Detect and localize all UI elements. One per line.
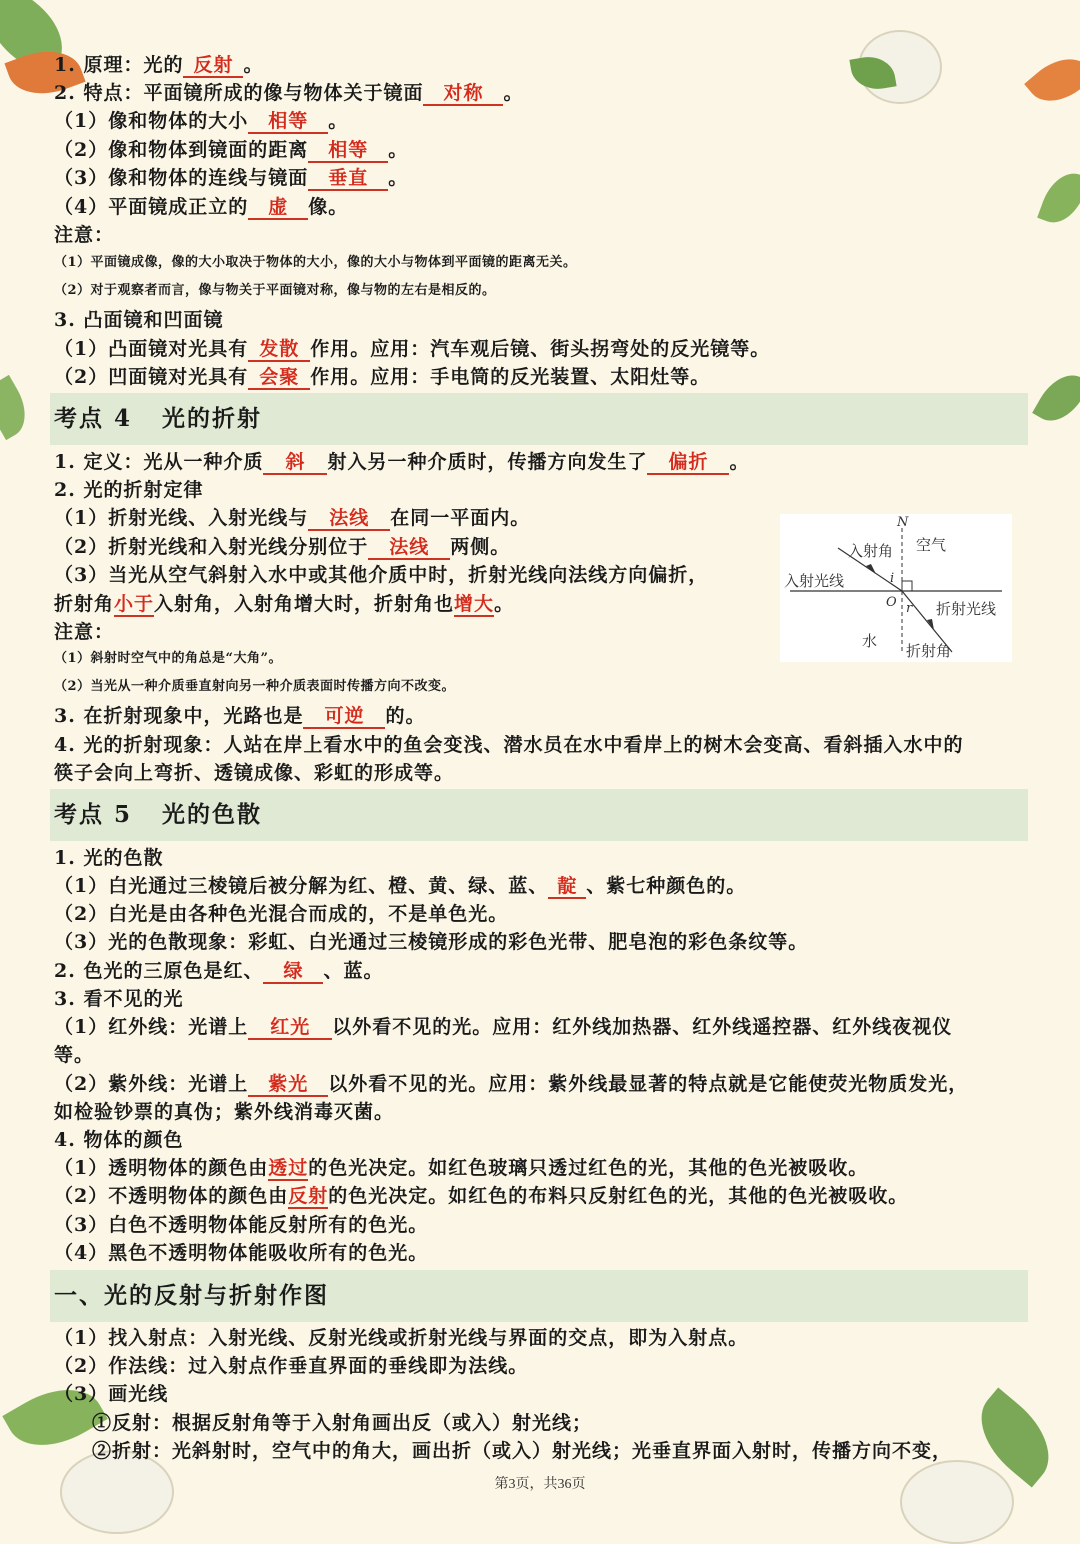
text-line	[54, 1127, 183, 1153]
section-title: 光的色散	[162, 801, 263, 828]
text-segment: （2）折射光线和入射光线分别位于	[54, 536, 369, 558]
text-line	[54, 281, 496, 301]
section-number: 考点 5	[54, 801, 133, 828]
label-incident-ray: 入射光线	[784, 572, 845, 590]
answer-underlined: 增大	[454, 593, 495, 615]
text-segment: 注意：	[54, 224, 115, 246]
text-line	[54, 591, 514, 617]
answer-blank: 会聚	[248, 366, 310, 390]
text-line	[54, 108, 348, 134]
text-segment: 的。	[385, 705, 426, 727]
section-title: 光的反射与折射作图	[104, 1282, 329, 1309]
text-line	[54, 1183, 908, 1209]
text-segment: 3. 在折射现象中，光路也是	[54, 705, 304, 727]
text-segment: 。	[494, 593, 515, 615]
text-line	[54, 336, 770, 362]
answer-blank: 紫光	[248, 1073, 328, 1097]
text-segment: 射入另一种介质时，传播方向发生了	[327, 451, 648, 473]
label-air: 空气	[916, 536, 947, 554]
text-line	[54, 845, 163, 871]
text-segment: （3）画光线	[54, 1383, 169, 1405]
text-segment: 作用。应用：手电筒的反光装置、太阳灶等。	[310, 366, 711, 388]
answer-blank: 斜	[263, 451, 327, 475]
text-line	[54, 52, 263, 78]
text-line	[54, 929, 808, 955]
section-heading-5	[54, 789, 262, 841]
text-segment: （2）当光从一种介质垂直射向另一种介质表面时传播方向不改变。	[54, 679, 456, 694]
text-segment: （3）白色不透明物体能反射所有的色光。	[54, 1214, 429, 1236]
text-line	[54, 1240, 428, 1266]
text-segment: 。	[729, 451, 750, 473]
answer-blank: 靛	[548, 875, 586, 899]
text-line	[54, 1381, 168, 1407]
text-line	[92, 1438, 952, 1464]
text-segment: （2）像和物体到镜面的距离	[54, 139, 309, 161]
answer-blank: 垂直	[308, 167, 388, 191]
label-incident-angle: 入射角	[848, 542, 894, 560]
text-line	[54, 649, 282, 669]
text-segment: （1）斜射时空气中的角总是“大角”。	[54, 651, 283, 666]
answer-blank: 红光	[248, 1016, 332, 1040]
section-title: 光的折射	[162, 405, 263, 432]
text-segment: 像。	[308, 196, 349, 218]
text-segment: （2）不透明物体的颜色由	[54, 1185, 289, 1207]
text-line	[54, 1014, 952, 1040]
section-number: 考点 4	[54, 405, 133, 432]
text-line	[54, 505, 530, 531]
text-segment: 在同一平面内。	[390, 507, 531, 529]
answer-underlined: 反射	[288, 1185, 329, 1207]
text-segment: （2）白光是由各种色光混合而成的，不是单色光。	[54, 903, 509, 925]
section-heading-4	[54, 393, 262, 445]
answer-blank: 发散	[248, 338, 310, 362]
text-segment: 2. 光的折射定律	[54, 479, 204, 501]
text-segment: （1）透明物体的颜色由	[54, 1157, 269, 1179]
text-line	[54, 873, 746, 899]
answer-blank: 法线	[308, 507, 390, 531]
text-line	[54, 1212, 428, 1238]
text-line	[54, 165, 408, 191]
text-segment: 3. 凸面镜和凹面镜	[54, 309, 224, 331]
text-segment: （2）凹面镜对光具有	[54, 366, 249, 388]
answer-blank: 对称	[423, 82, 503, 106]
text-segment: 。	[328, 110, 349, 132]
text-segment: （4）黑色不透明物体能吸收所有的色光。	[54, 1242, 429, 1264]
text-segment: （1）白光通过三棱镜后被分解为红、橙、黄、绿、蓝、	[54, 875, 549, 897]
text-segment: （1）红外线：光谱上	[54, 1016, 249, 1038]
text-segment: （3）光的色散现象：彩虹、白光通过三棱镜形成的彩色光带、肥皂泡的彩色条纹等。	[54, 931, 809, 953]
label-r: r	[906, 601, 913, 616]
text-segment: （1）凸面镜对光具有	[54, 338, 249, 360]
text-line	[54, 477, 203, 503]
text-line	[54, 619, 114, 645]
text-segment: 的色光决定。如红色的布料只反射红色的光，其他的色光被吸收。	[328, 1185, 909, 1207]
label-refracted-ray: 折射光线	[936, 600, 997, 618]
text-segment: （2）作法线：过入射点作垂直界面的垂线即为法线。	[54, 1355, 529, 1377]
text-segment: 以外看不见的光。应用：红外线加热器、红外线遥控器、红外线夜视仪	[332, 1016, 953, 1038]
text-segment: 如检验钞票的真伪；紫外线消毒灭菌。	[54, 1101, 395, 1123]
text-line	[54, 986, 183, 1012]
page-footer: 第3页，共36页	[494, 1477, 586, 1492]
text-line	[54, 1042, 94, 1068]
text-line	[54, 703, 425, 729]
text-segment: 的色光决定。如红色玻璃只透过红色的光，其他的色光被吸收。	[308, 1157, 869, 1179]
text-segment: 4. 光的折射现象：人站在岸上看水中的鱼会变浅、潜水员在水中看岸上的树木会变高、看斜插入水中的	[54, 734, 964, 756]
text-segment: 折射角	[54, 593, 115, 615]
text-line	[54, 137, 408, 163]
label-water: 水	[862, 632, 878, 650]
text-line	[54, 562, 708, 588]
text-segment: 、蓝。	[323, 960, 384, 982]
text-segment: 筷子会向上弯折、透镜成像、彩虹的形成等。	[54, 762, 455, 784]
text-line	[54, 80, 523, 106]
answer-blank: 相等	[308, 139, 388, 163]
text-segment: 4. 物体的颜色	[54, 1129, 184, 1151]
text-line	[54, 1325, 748, 1351]
text-line	[54, 1071, 968, 1097]
answer-blank: 绿	[263, 960, 323, 984]
text-segment: 注意：	[54, 621, 115, 643]
answer-blank: 法线	[368, 536, 450, 560]
answer-blank: 可逆	[303, 705, 385, 729]
text-line	[54, 760, 454, 786]
label-i: i	[890, 571, 895, 586]
text-segment: （3）当光从空气斜射入水中或其他介质中时，折射光线向法线方向偏折，	[54, 564, 709, 586]
label-n: N	[897, 515, 909, 530]
text-line	[54, 901, 508, 927]
text-line	[92, 1410, 592, 1436]
answer-blank: 相等	[248, 110, 328, 134]
text-segment: 2. 色光的三原色是红、	[54, 960, 264, 982]
text-segment: 3. 看不见的光	[54, 988, 184, 1010]
answer-blank: 虚	[248, 196, 308, 220]
text-line	[54, 1099, 394, 1125]
incident-arrow	[866, 564, 876, 574]
text-line	[54, 253, 577, 273]
label-o: O	[886, 595, 897, 610]
text-segment: （2）对于观察者而言，像与物关于平面镜对称，像与物的左右是相反的。	[54, 283, 496, 298]
text-segment: 1. 光的色散	[54, 847, 164, 869]
text-line	[54, 1353, 528, 1379]
answer-underlined: 小于	[114, 593, 155, 615]
text-line	[54, 222, 114, 248]
answer-underlined: 透过	[268, 1157, 309, 1179]
right-angle-mark	[902, 581, 912, 591]
refracted-arrow	[927, 619, 934, 630]
text-segment: （2）紫外线：光谱上	[54, 1073, 249, 1095]
text-segment: 。	[388, 139, 409, 161]
text-segment: 两侧。	[450, 536, 511, 558]
text-segment: 等。	[54, 1044, 95, 1066]
text-segment: 。	[503, 82, 524, 104]
text-segment: （1）平面镜成像，像的大小取决于物体的大小，像的大小与物体到平面镜的距离无关。	[54, 255, 577, 270]
text-segment: （4）平面镜成正立的	[54, 196, 249, 218]
text-segment: 2. 特点：平面镜所成的像与物体关于镜面	[54, 82, 424, 104]
text-segment: 以外看不见的光。应用：紫外线最显著的特点就是它能使荧光物质发光，	[328, 1073, 969, 1095]
answer-blank: 反射	[183, 54, 243, 78]
text-segment: ②折射：光斜射时，空气中的角大，画出折（或入）射光线；光垂直界面入射时，传播方向不变，	[92, 1440, 953, 1462]
text-segment: 1. 定义：光从一种介质	[54, 451, 264, 473]
text-line	[54, 534, 510, 560]
text-segment: （1）找入射点：入射光线、反射光线或折射光线与界面的交点，即为入射点。	[54, 1327, 749, 1349]
answer-blank: 偏折	[647, 451, 729, 475]
text-segment: 1. 原理：光的	[54, 54, 184, 76]
text-segment: 作用。应用：汽车观后镜、街头拐弯处的反光镜等。	[310, 338, 771, 360]
text-line	[54, 1155, 868, 1181]
text-segment: （3）像和物体的连线与镜面	[54, 167, 309, 189]
text-segment: 入射角，入射角增大时，折射角也	[154, 593, 455, 615]
label-refraction-angle: 折射角	[906, 642, 952, 660]
section-heading-6	[54, 1270, 329, 1322]
text-segment: ①反射：根据反射角等于入射角画出反（或入）射光线；	[92, 1412, 593, 1434]
text-line	[54, 732, 963, 758]
text-segment: （1）像和物体的大小	[54, 110, 249, 132]
text-line	[54, 677, 455, 697]
text-segment: 、紫七种颜色的。	[586, 875, 747, 897]
text-line	[54, 194, 348, 220]
text-line	[54, 449, 749, 475]
text-segment: （1）折射光线、入射光线与	[54, 507, 309, 529]
refraction-diagram	[780, 514, 1012, 662]
text-line	[54, 958, 383, 984]
text-line	[54, 307, 223, 333]
section-number: 一、	[54, 1282, 104, 1309]
text-line	[54, 364, 710, 390]
text-segment: 。	[243, 54, 264, 76]
text-segment: 。	[388, 167, 409, 189]
